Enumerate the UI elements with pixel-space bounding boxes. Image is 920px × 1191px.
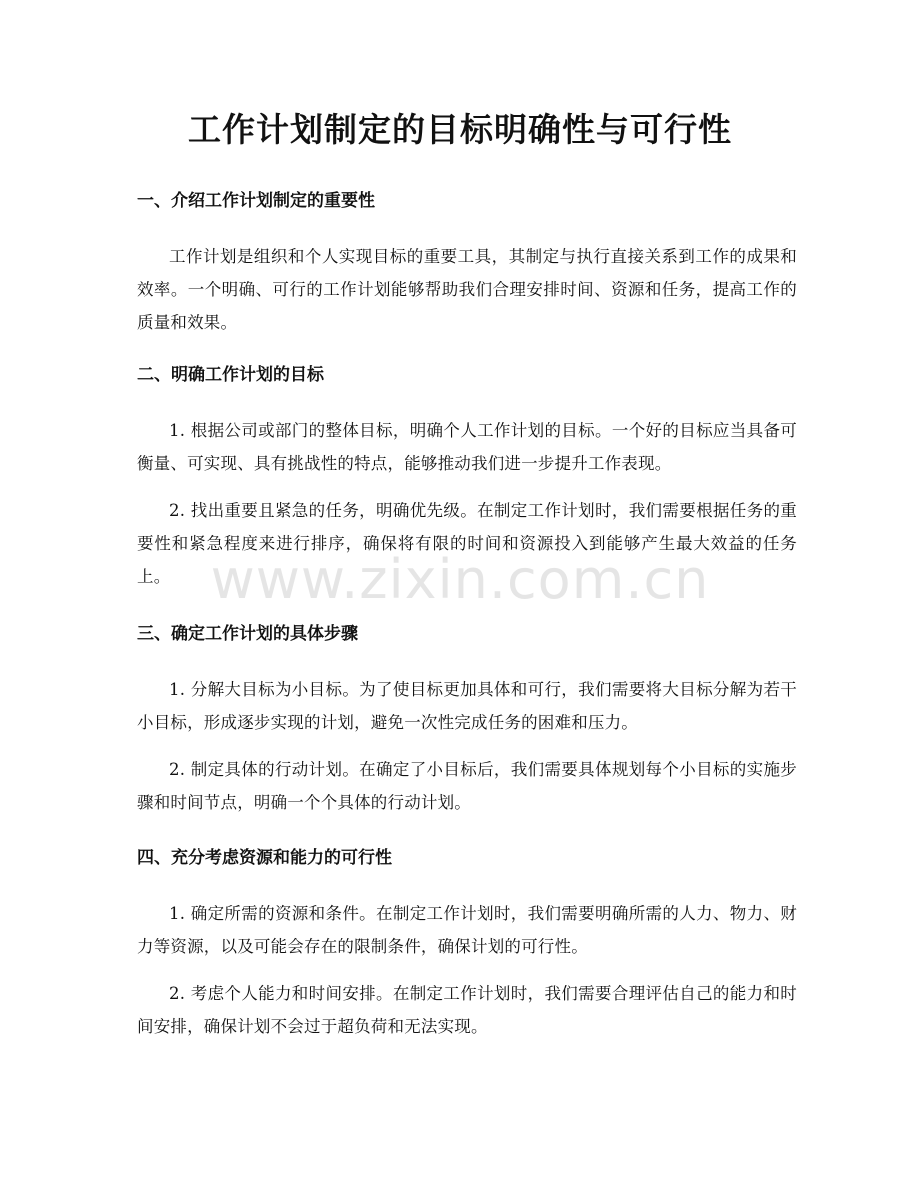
- section-paragraph: 2. 找出重要且紧急的任务，明确优先级。在制定工作计划时，我们需要根据任务的重要性和紧急程度来进行排序，确保将有限的时间和资源投入到能够产生最大效益的任务上。: [137, 501, 797, 586]
- section-paragraph: 2. 考虑个人能力和时间安排。在制定工作计划时，我们需要合理评估自己的能力和时间安排，确保计划不会过于超负荷和无法实现。: [137, 984, 797, 1036]
- section-paragraph: 1. 分解大目标为小目标。为了使目标更加具体和可行，我们需要将大目标分解为若干小目标，形成逐步实现的计划，避免一次性完成任务的困难和压力。: [137, 680, 797, 732]
- section-paragraph: 1. 根据公司或部门的整体目标，明确个人工作计划的目标。一个好的目标应当具备可衡量、可实现、具有挑战性的特点，能够推动我们进一步提升工作表现。: [137, 421, 797, 473]
- section-paragraph: 工作计划是组织和个人实现目标的重要工具，其制定与执行直接关系到工作的成果和效率。一个明确、可行的工作计划能够帮助我们合理安排时间、资源和任务，提高工作的质量和效果。: [137, 247, 797, 332]
- section-heading: 二、明确工作计划的目标: [137, 365, 324, 385]
- section-1: [137, 189, 797, 339]
- section-heading: 四、充分考虑资源和能力的可行性: [137, 848, 392, 868]
- watermark-text: www.zixin.com.cn: [210, 548, 710, 611]
- section-paragraph: 2. 制定具体的行动计划。在确定了小目标后，我们需要具体规划每个小目标的实施步骤和时间节点，明确一个个具体的行动计划。: [137, 760, 797, 812]
- document-title: 工作计划制定的目标明确性与可行性: [188, 110, 732, 149]
- section-2: [137, 363, 797, 593]
- section-4: [137, 846, 797, 1043]
- section-heading: 一、介绍工作计划制定的重要性: [137, 191, 375, 211]
- section-paragraph: 1. 确定所需的资源和条件。在制定工作计划时，我们需要明确所需的人力、物力、财力等资源，以及可能会存在的限制条件，确保计划的可行性。: [137, 904, 797, 956]
- section-heading: 三、确定工作计划的具体步骤: [137, 624, 358, 644]
- section-3: [137, 622, 797, 819]
